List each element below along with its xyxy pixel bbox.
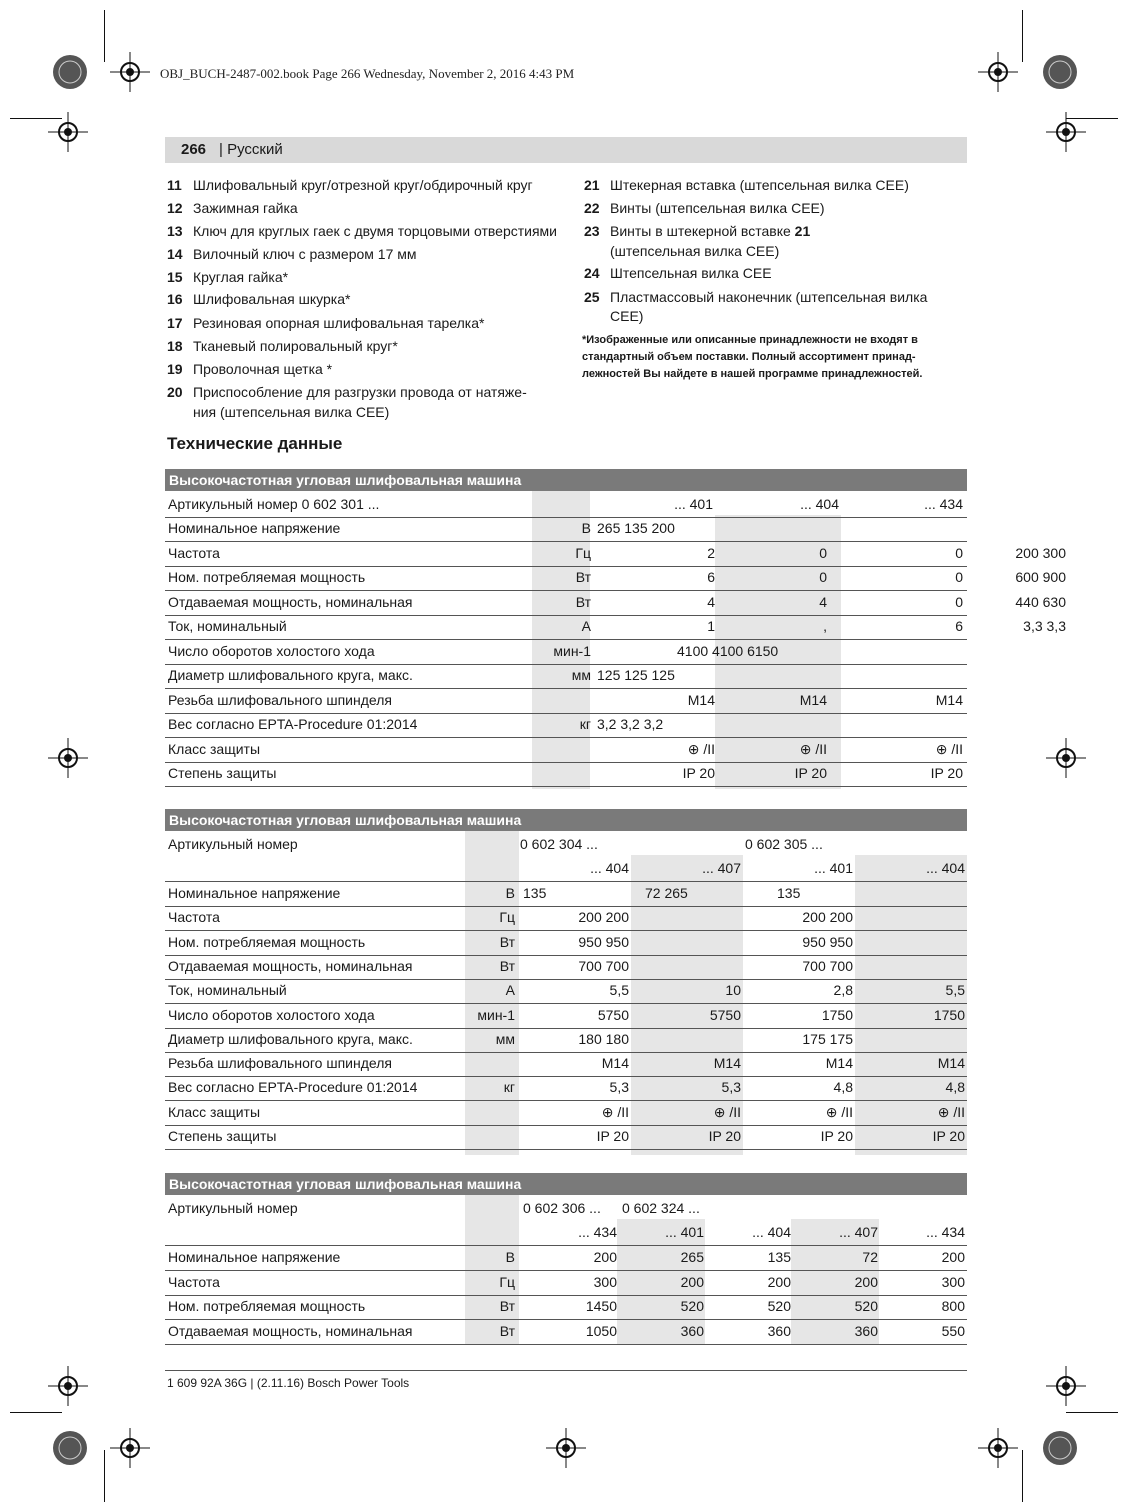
- registration-circle-icon: [1040, 1428, 1080, 1468]
- row-value: IP 20: [794, 765, 827, 781]
- item-text: Винты (штепсельная вилка CEE): [610, 200, 825, 216]
- table-header-row: [165, 493, 967, 518]
- spec-table-2: [165, 809, 967, 1155]
- table-row: [165, 1004, 967, 1029]
- list-item: [167, 199, 298, 217]
- table-row: [165, 738, 967, 763]
- table-row: [165, 931, 967, 956]
- section-title: Технические данные: [167, 434, 343, 453]
- row-value: 265: [680, 1249, 704, 1265]
- row-unit: кг: [503, 1079, 515, 1096]
- row-unit: кг: [579, 716, 591, 732]
- list-item: [167, 314, 484, 332]
- table-title: Высокочастотная угловая шлифовальная машина: [165, 469, 967, 491]
- row-label: Класс защиты: [168, 1103, 261, 1120]
- row-value: 125 125 125: [597, 667, 675, 683]
- row-value: ⊕ /II: [937, 1103, 965, 1120]
- row-value: ,: [823, 618, 827, 634]
- row-value: 200: [680, 1273, 704, 1290]
- row-value: 6: [707, 569, 715, 585]
- table-row: [165, 906, 967, 931]
- item-text: Ключ для круглых гаек с двумя торцовыми отверстиями: [193, 223, 558, 239]
- item-text: Вилочный ключ с размером 17 мм: [193, 246, 417, 262]
- table-row: [165, 955, 967, 980]
- row-label: Степень защиты: [168, 765, 277, 781]
- row-value: 300: [941, 1273, 965, 1290]
- row-label: Ном. потребляемая мощность: [168, 1298, 366, 1314]
- row-value: ⊕ /II: [825, 1103, 853, 1120]
- row-label: Номинальное напряжение: [168, 1249, 341, 1265]
- col-head: ... 404: [800, 496, 839, 512]
- row-value: M14: [687, 691, 715, 708]
- row-value: M14: [937, 1055, 965, 1072]
- row-value: 265 135 200: [597, 520, 675, 536]
- row-value: 1: [707, 618, 715, 634]
- row-value: M14: [825, 1055, 853, 1072]
- item-text: Штекерная вставка (штепсельная вилка CEE): [610, 177, 909, 193]
- registration-circle-icon: [50, 52, 90, 92]
- row-value: 5750: [709, 1006, 741, 1023]
- row-label: Вес согласно EPTA-Procedure 01:2014: [168, 716, 418, 732]
- table-row: [165, 1125, 967, 1150]
- row-value: 1450: [585, 1298, 617, 1314]
- header-label: Артикульный номер: [168, 836, 298, 852]
- list-item: [584, 176, 909, 194]
- crosshair-icon: [1046, 1366, 1086, 1406]
- item-text: (штепсельная вилка CEE): [610, 243, 780, 259]
- item-number: 15: [167, 269, 183, 285]
- table-row: [165, 566, 967, 591]
- list-item: [167, 222, 557, 240]
- page-language: | Русский: [219, 141, 283, 158]
- note-line: стандартный объем поставки. Полный ассортимент принад-: [582, 351, 916, 363]
- note-line: *Изображенные или описанные принадлежности не входят в: [582, 334, 918, 346]
- table-header-row: [165, 1197, 967, 1221]
- row-value: ⊕ /II: [935, 740, 963, 757]
- row-unit: мин-1: [477, 1006, 515, 1023]
- row-value: 6: [955, 618, 963, 634]
- crop-mark: [1066, 1412, 1118, 1413]
- row-unit: Гц: [499, 909, 515, 926]
- row-label: Резьба шлифовального шпинделя: [168, 691, 392, 708]
- list-item: [167, 176, 533, 194]
- row-label: Резьба шлифовального шпинделя: [168, 1055, 392, 1072]
- table-row: [165, 1246, 967, 1271]
- accessory-note: [582, 332, 972, 383]
- row-value: 4: [819, 593, 827, 610]
- row-value: 72: [862, 1249, 878, 1265]
- item-text: Шлифовальная шкурка*: [193, 291, 351, 307]
- item-number: 22: [584, 200, 600, 216]
- table-row: [165, 762, 967, 787]
- row-value: 5,5: [609, 982, 629, 999]
- row-unit: Вт: [575, 593, 591, 610]
- row-value: IP 20: [930, 765, 963, 781]
- row-value: 700 700: [578, 957, 629, 974]
- crop-mark: [104, 1450, 105, 1502]
- item-text: Проволочная щетка *: [193, 361, 333, 377]
- row-value: 4100 4100 6150: [677, 642, 779, 659]
- row-value: IP 20: [932, 1128, 965, 1144]
- table-row: [165, 1076, 967, 1101]
- crosshair-icon: [48, 738, 88, 778]
- row-value: 0: [819, 544, 827, 561]
- row-value: 0: [955, 544, 963, 561]
- item-number: 13: [167, 223, 183, 239]
- item-text: Винты в штекерной вставке: [610, 223, 795, 239]
- row-label: Частота: [168, 1273, 220, 1290]
- item-number: 18: [167, 338, 183, 354]
- list-item: [584, 264, 772, 282]
- header-label: Артикульный номер: [168, 1200, 298, 1216]
- item-text: Штепсельная вилка CEE: [610, 265, 772, 281]
- crop-mark: [1022, 10, 1023, 62]
- header-label: Артикульный номер 0 602 301 ...: [168, 496, 380, 512]
- row-unit: Вт: [499, 1298, 515, 1314]
- row-overflow-value: 440 630: [1015, 593, 1066, 610]
- row-unit: мм: [495, 1030, 515, 1047]
- crosshair-icon: [48, 112, 88, 152]
- row-value: 5,3: [609, 1079, 629, 1096]
- item-text: CEE): [610, 308, 644, 324]
- item-number: 21: [584, 177, 600, 193]
- col-head: ... 407: [702, 860, 741, 876]
- item-text: Пластмассовый наконечник (штепсельная вилка: [610, 289, 928, 305]
- table-row: [165, 1320, 967, 1345]
- row-unit: Вт: [499, 1322, 515, 1339]
- crop-mark: [1022, 1450, 1023, 1502]
- row-value: 4,8: [833, 1079, 853, 1096]
- row-value: 175 175: [802, 1030, 853, 1047]
- col-head: ... 404: [926, 860, 965, 876]
- crosshair-icon: [1046, 112, 1086, 152]
- row-value: 360: [767, 1322, 791, 1339]
- item-number: 11: [167, 177, 182, 193]
- row-value: 550: [941, 1322, 965, 1339]
- table-row: [165, 689, 967, 714]
- note-line: лежностей Вы найдете в нашей программе принадлежностей.: [582, 368, 923, 380]
- footer-text: 1 609 92A 36G | (2.11.16) Bosch Power Tools: [167, 1376, 410, 1390]
- row-unit: Гц: [499, 1273, 515, 1290]
- row-value: IP 20: [682, 765, 715, 781]
- row-label: Отдаваемая мощность, номинальная: [168, 593, 413, 610]
- table-row: [165, 713, 967, 738]
- col-head: ... 434: [578, 1224, 617, 1240]
- row-value: 5,3: [721, 1079, 741, 1096]
- spec-table-1: [165, 469, 967, 789]
- col-head: ... 404: [752, 1224, 791, 1240]
- row-value: 200 200: [802, 909, 853, 926]
- row-value: 200: [941, 1249, 965, 1265]
- row-label: Ном. потребляемая мощность: [168, 569, 366, 585]
- row-label: Диаметр шлифовального круга, макс.: [168, 667, 413, 683]
- group-head: 0 602 304 ...: [520, 836, 598, 852]
- col-head: ... 401: [674, 496, 713, 512]
- row-value: 520: [680, 1298, 704, 1314]
- row-value: 0: [955, 569, 963, 585]
- row-value: ⊕ /II: [687, 740, 715, 757]
- table-row: [165, 1052, 967, 1077]
- row-value: 200: [593, 1249, 617, 1265]
- item-text: Круглая гайка*: [193, 269, 289, 285]
- row-label: Ток, номинальный: [168, 982, 287, 999]
- item-number: 25: [584, 289, 600, 305]
- table-row: [165, 1271, 967, 1296]
- row-unit: А: [505, 982, 515, 999]
- row-value: 520: [767, 1298, 791, 1314]
- row-value: 2: [707, 544, 715, 561]
- row-value: 520: [854, 1298, 878, 1314]
- row-value: 0: [955, 593, 963, 610]
- row-value: 1050: [585, 1322, 617, 1339]
- list-item: [584, 307, 643, 325]
- row-value: 360: [680, 1322, 704, 1339]
- list-item: [167, 245, 417, 263]
- list-item: [167, 337, 398, 355]
- row-label: Номинальное напряжение: [168, 885, 341, 901]
- row-value: 1750: [933, 1006, 965, 1023]
- row-value: 3,2 3,2 3,2: [597, 716, 664, 732]
- print-slug: OBJ_BUCH-2487-002.book Page 266 Wednesday, November 2, 2016 4:43 PM: [160, 66, 575, 81]
- item-number: 20: [167, 384, 183, 400]
- row-label: Класс защиты: [168, 740, 261, 757]
- item-number: 12: [167, 200, 183, 216]
- col-head: ... 401: [665, 1224, 704, 1240]
- table-row: [165, 591, 967, 616]
- row-value: 950 950: [578, 933, 629, 950]
- row-label: Ном. потребляемая мощность: [168, 933, 366, 950]
- table-subheader-row: [165, 1221, 967, 1246]
- row-unit: Вт: [575, 569, 591, 585]
- list-item: [167, 290, 350, 308]
- table-row: [165, 1295, 967, 1320]
- row-value: 135: [767, 1249, 791, 1265]
- item-text: Приспособление для разгрузки провода от натяже-: [193, 384, 527, 400]
- crosshair-icon: [110, 1428, 150, 1468]
- group-head: 0 602 305 ...: [745, 836, 823, 852]
- row-value: IP 20: [596, 1128, 629, 1144]
- table-row: [165, 517, 967, 542]
- row-value: 5,5: [945, 982, 965, 999]
- row-value: 700 700: [802, 957, 853, 974]
- page-header: [165, 137, 967, 163]
- item-number: 14: [167, 246, 183, 262]
- crop-mark: [104, 10, 105, 62]
- crosshair-icon: [546, 1428, 586, 1468]
- row-label: Отдаваемая мощность, номинальная: [168, 1322, 413, 1339]
- row-value: ⊕ /II: [601, 1103, 629, 1120]
- table-row: [165, 640, 967, 665]
- table-row: [165, 664, 967, 689]
- row-label: Отдаваемая мощность, номинальная: [168, 957, 413, 974]
- col-head: ... 401: [814, 860, 853, 876]
- row-unit: В: [505, 1249, 515, 1265]
- item-text: Резиновая опорная шлифовальная тарелка*: [193, 315, 485, 331]
- crosshair-icon: [1046, 738, 1086, 778]
- row-label: Вес согласно EPTA-Procedure 01:2014: [168, 1079, 418, 1096]
- row-value: 72 265: [645, 885, 688, 901]
- col-head: ... 434: [926, 1224, 965, 1240]
- row-value: 2,8: [833, 982, 853, 999]
- row-unit: Вт: [499, 933, 515, 950]
- row-unit: Вт: [499, 957, 515, 974]
- row-overflow-value: 3,3 3,3: [1023, 618, 1066, 634]
- item-text: Зажимная гайка: [193, 200, 298, 216]
- group-head: 0 602 324 ...: [622, 1200, 700, 1216]
- row-value: 135: [523, 885, 547, 901]
- item-number: 16: [167, 291, 183, 307]
- list-item: [167, 268, 288, 286]
- item-text: Шлифовальный круг/отрезной круг/обдирочный круг: [193, 177, 533, 193]
- row-label: Число оборотов холостого хода: [168, 1006, 375, 1023]
- row-value: IP 20: [708, 1128, 741, 1144]
- table-header-row: [165, 833, 967, 857]
- list-item: [584, 288, 927, 306]
- row-label: Число оборотов холостого хода: [168, 642, 375, 659]
- row-value: 200: [767, 1273, 791, 1290]
- col-head: ... 434: [924, 496, 963, 512]
- row-value: 5750: [597, 1006, 629, 1023]
- row-label: Ток, номинальный: [168, 618, 287, 634]
- item-number: 17: [167, 315, 183, 331]
- row-unit: мин-1: [553, 642, 591, 659]
- table-row: [165, 882, 967, 907]
- table-title: Высокочастотная угловая шлифовальная машина: [165, 1173, 967, 1195]
- item-ref: 21: [794, 223, 811, 239]
- row-value: M14: [935, 691, 963, 708]
- row-overflow-value: 200 300: [1015, 544, 1066, 561]
- row-value: M14: [601, 1055, 629, 1072]
- table-title: Высокочастотная угловая шлифовальная машина: [165, 809, 967, 831]
- row-value: 4: [707, 593, 715, 610]
- row-value: 0: [819, 569, 827, 585]
- list-item: [584, 242, 779, 260]
- row-unit: В: [505, 885, 515, 901]
- row-label: Частота: [168, 544, 220, 561]
- list-item: [584, 199, 825, 217]
- row-label: Частота: [168, 909, 220, 926]
- group-head: 0 602 306 ...: [523, 1200, 601, 1216]
- row-value: 135: [777, 885, 801, 901]
- crosshair-icon: [110, 52, 150, 92]
- spec-table-3: [165, 1173, 967, 1345]
- row-value: 360: [854, 1322, 878, 1339]
- page-number: 266: [181, 141, 207, 158]
- row-value: 200 200: [578, 909, 629, 926]
- item-text: ния (штепсельная вилка CEE): [193, 404, 390, 420]
- crosshair-icon: [978, 1428, 1018, 1468]
- crop-mark: [10, 1412, 62, 1413]
- table-row: [165, 1101, 967, 1126]
- row-unit: А: [581, 618, 591, 634]
- col-head: ... 404: [590, 860, 629, 876]
- row-value: ⊕ /II: [799, 740, 827, 757]
- registration-circle-icon: [1040, 52, 1080, 92]
- row-value: 1750: [821, 1006, 853, 1023]
- table-row: [165, 615, 967, 640]
- footer-rule: [165, 1370, 967, 1371]
- row-label: Степень защиты: [168, 1128, 277, 1144]
- list-item: [167, 360, 332, 378]
- row-unit: Гц: [575, 544, 591, 561]
- row-value: ⊕ /II: [713, 1103, 741, 1120]
- row-value: 300: [593, 1273, 617, 1290]
- row-value: 800: [941, 1298, 965, 1314]
- col-head: ... 407: [839, 1224, 878, 1240]
- table-row: [165, 1028, 967, 1053]
- row-value: M14: [799, 691, 827, 708]
- row-value: 10: [725, 982, 741, 999]
- row-value: IP 20: [820, 1128, 853, 1144]
- table-row: [165, 979, 967, 1004]
- table-subheader-row: [165, 857, 967, 882]
- row-label: Диаметр шлифовального круга, макс.: [168, 1030, 413, 1047]
- row-value: 200: [854, 1273, 878, 1290]
- row-unit: мм: [571, 667, 591, 683]
- row-value: 4,8: [945, 1079, 965, 1096]
- item-number: 19: [167, 361, 183, 377]
- registration-circle-icon: [50, 1428, 90, 1468]
- list-item: [584, 222, 810, 240]
- crosshair-icon: [48, 1366, 88, 1406]
- row-overflow-value: 600 900: [1015, 569, 1066, 585]
- item-number: 23: [584, 223, 600, 239]
- row-label: Номинальное напряжение: [168, 520, 341, 536]
- crosshair-icon: [978, 52, 1018, 92]
- row-value: M14: [713, 1055, 741, 1072]
- item-text: Тканевый полировальный круг*: [193, 338, 398, 354]
- row-value: 950 950: [802, 933, 853, 950]
- list-item: [167, 403, 389, 421]
- list-item: [167, 383, 527, 401]
- item-number: 24: [584, 265, 600, 281]
- row-value: 180 180: [578, 1030, 629, 1047]
- row-unit: В: [581, 520, 591, 536]
- table-row: [165, 542, 967, 567]
